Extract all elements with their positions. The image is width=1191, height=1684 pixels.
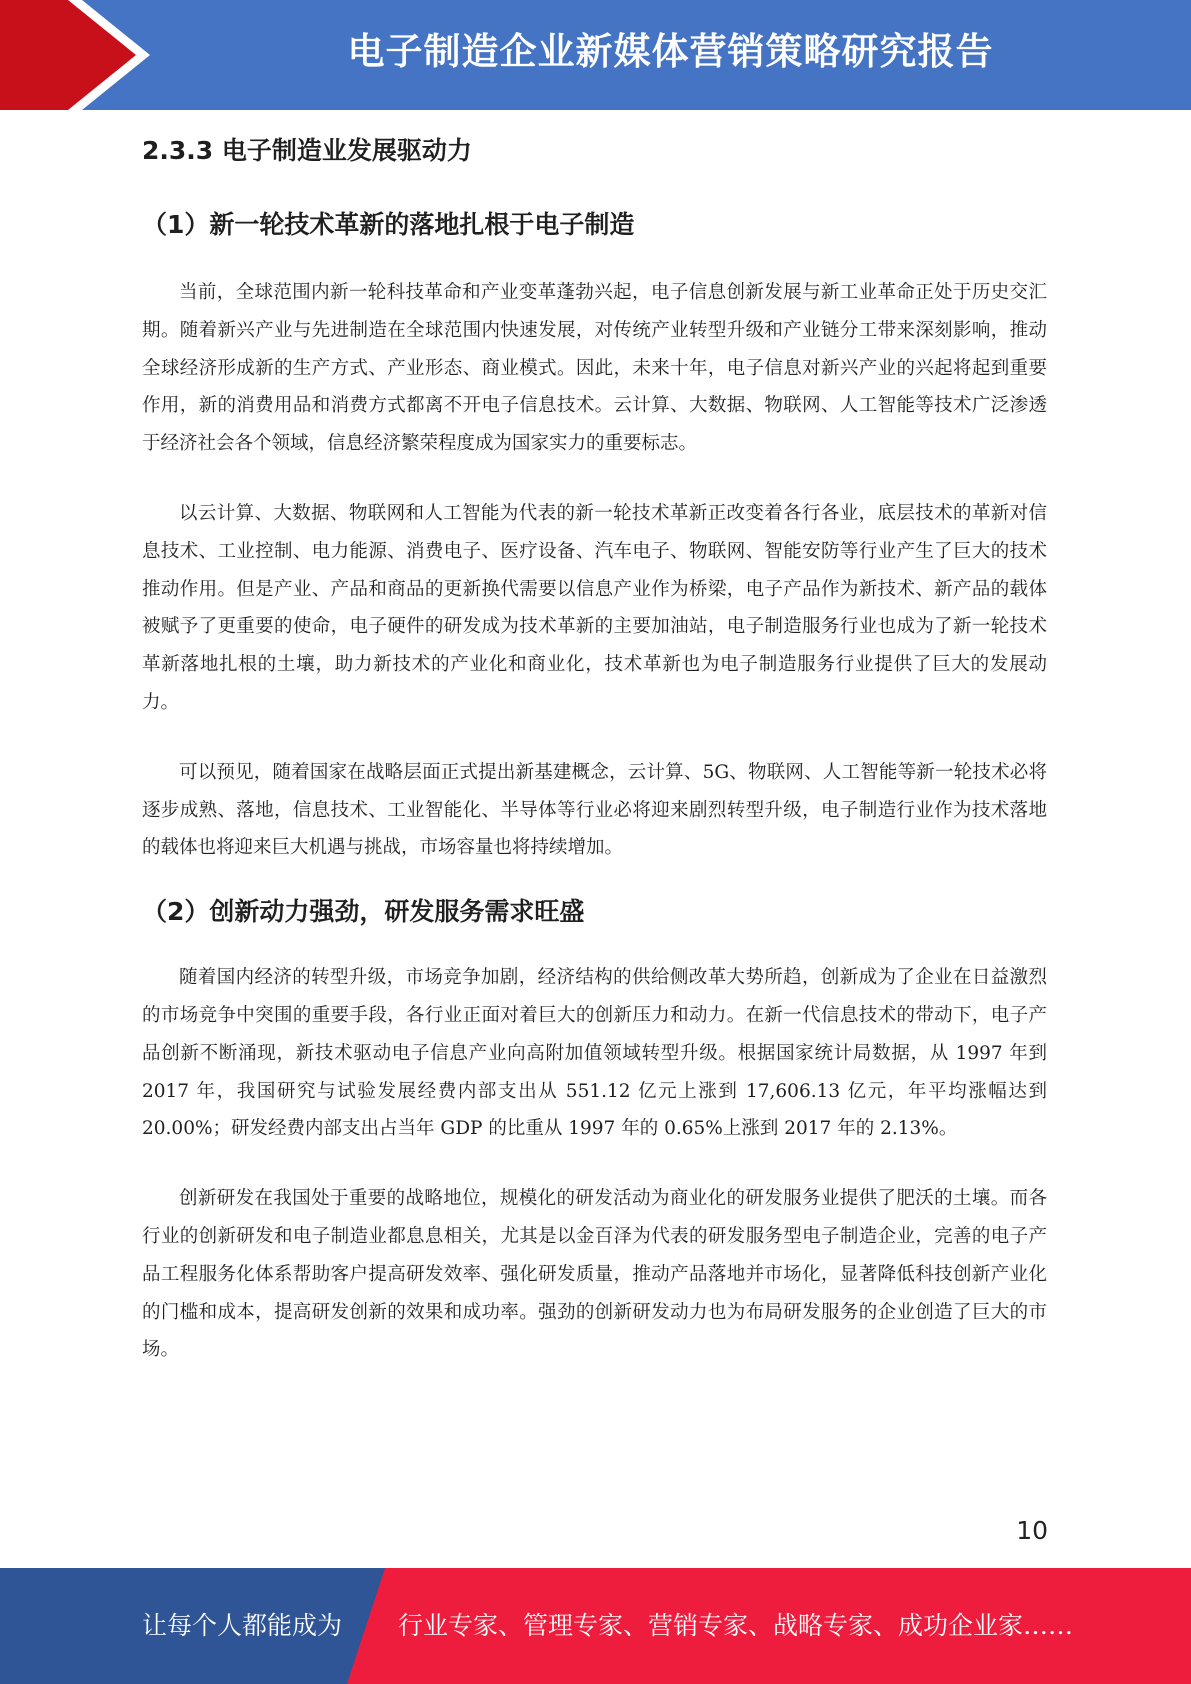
- page-number: 10: [1016, 1516, 1048, 1545]
- footer-slogan-right: 行业专家、管理专家、营销专家、战略专家、成功企业家……: [398, 1611, 1074, 1640]
- subsection-2-heading: （2）创新动力强劲，研发服务需求旺盛: [142, 897, 585, 927]
- page-footer: [0, 1568, 1191, 1684]
- paragraph-3: 可以预见，随着国家在战略层面正式提出新基建概念，云计算、5G、物联网、人工智能等新一轮技术必将逐步成熟、落地，信息技术、工业智能化、半导体等行业必将迎来剧烈转型升级，电子制造行业作为技术落地的载体也将迎来巨大机遇与挑战，市场容量也将持续增加。: [142, 761, 1047, 859]
- header-red-chevron: [0, 0, 150, 110]
- report-title: 电子制造企业新媒体营销策略研究报告: [347, 30, 994, 73]
- page-content: [142, 128, 1047, 1369]
- paragraph-1: 当前，全球范围内新一轮科技革命和产业变革蓬勃兴起，电子信息创新发展与新工业革命正处于历史交汇期。随着新兴产业与先进制造在全球范围内快速发展，对传统产业转型升级和产业链分工带来深刻影响，推动全球经济形成新的生产方式、产业形态、商业模式。因此，未来十年，电子信息对新兴产业的兴起将起到重要作用，新的消费用品和消费方式都离不开电子信息技术。云计算、大数据、物联网、人工智能等技术广泛渗透于经济社会各个领域，信息经济繁荣程度成为国家实力的重要标志。: [142, 282, 1047, 455]
- page-header: [0, 0, 1191, 110]
- paragraph-2: 以云计算、大数据、物联网和人工智能为代表的新一轮技术革新正改变着各行各业，底层技术的革新对信息技术、工业控制、电力能源、消费电子、医疗设备、汽车电子、物联网、智能安防等行业产生了巨大的技术推动作用。但是产业、产品和商品的更新换代需要以信息产业作为桥梁，电子产品作为新技术、新产品的载体被赋予了更重要的使命，电子硬件的研发成为技术革新的主要加油站，电子制造服务行业也成为了新一轮技术革新落地扎根的土壤，助力新技术的产业化和商业化，技术革新也为电子制造服务行业提供了巨大的发展动力。: [142, 502, 1047, 713]
- footer-slogan-left: 让每个人都能成为: [142, 1611, 343, 1640]
- subsection-1-heading: （1）新一轮技术革新的落地扎根于电子制造: [142, 210, 635, 239]
- paragraph-5: 创新研发在我国处于重要的战略地位，规模化的研发活动为商业化的研发服务业提供了肥沃的土壤。而各行业的创新研发和电子制造业都息息相关，尤其是以金百泽为代表的研发服务型电子制造企业，完善的电子产品工程服务化体系帮助客户提高研发效率、强化研发质量，推动产品落地并市场化，显著降低科技创新产业化的门槛和成本，提高研发创新的效果和成功率。强劲的创新研发动力也为布局研发服务的企业创造了巨大的市场。: [142, 1188, 1047, 1361]
- section-heading: 2.3.3 电子制造业发展驱动力: [142, 136, 472, 165]
- paragraph-4: 随着国内经济的转型升级，市场竞争加剧，经济结构的供给侧改革大势所趋，创新成为了企业在日益激烈的市场竞争中突围的重要手段，各行业正面对着巨大的创新压力和动力。在新一代信息技术的带动下，电子产品创新不断涌现，新技术驱动电子信息产业向高附加值领域转型升级。根据国家统计局数据，从 1997 年到 2017 年，我国研究与试验发展经费内部支出从 551.12 亿元上涨到 17,606.13 亿元，年平均涨幅达到 20.00%；研发经费内部支出占当年 GDP 的比重从 1997 年的 0.65%上涨到 2017 年的 2.13%。: [142, 967, 1047, 1140]
